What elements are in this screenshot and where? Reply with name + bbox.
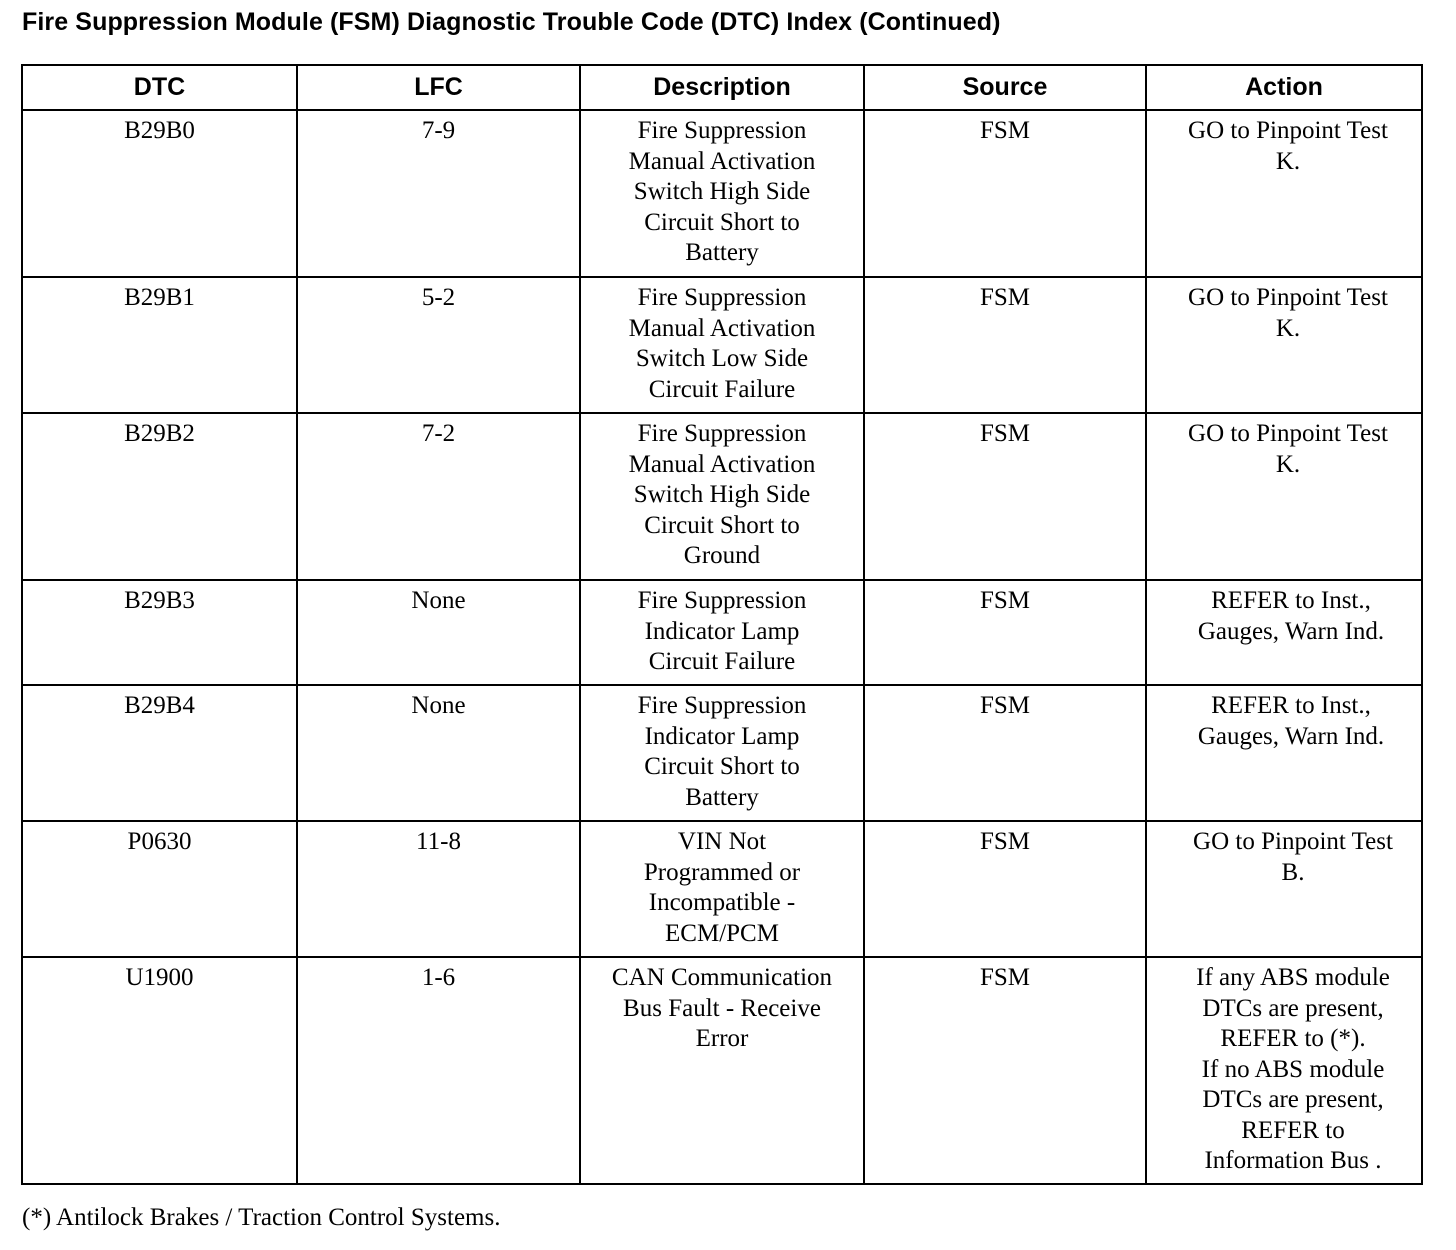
dtc-code: B29B0 xyxy=(124,117,195,144)
source-cell xyxy=(864,821,1146,957)
action-text: REFER to Inst., Gauges, Warn Ind. xyxy=(1197,692,1385,750)
dtc-cell xyxy=(22,580,297,685)
dtc-code: P0630 xyxy=(127,828,192,855)
lfc-cell xyxy=(297,110,580,277)
lfc-cell xyxy=(297,277,580,413)
dtc-cell xyxy=(22,110,297,277)
lfc-value: 1-6 xyxy=(421,964,456,991)
lfc-value: 5-2 xyxy=(421,284,456,311)
lfc-value: None xyxy=(411,692,466,719)
lfc-cell xyxy=(297,821,580,957)
action-text: If any ABS module DTCs are present, REFER to (*). If no ABS module DTCs are present, REFER to Information Bus . xyxy=(1196,964,1390,1174)
source-text: FSM xyxy=(979,420,1031,447)
action-text: GO to Pinpoint Test B. xyxy=(1193,828,1393,886)
description-text: Fire Suppression Manual Activation Switch Low Side Circuit Failure xyxy=(628,284,816,403)
table-row xyxy=(22,413,1422,580)
description-cell xyxy=(580,580,864,685)
source-text: FSM xyxy=(979,587,1031,614)
action-cell xyxy=(1146,821,1422,957)
dtc-cell xyxy=(22,957,297,1184)
action-text: GO to Pinpoint Test K. xyxy=(1188,420,1388,478)
description-cell xyxy=(580,413,864,580)
dtc-cell xyxy=(22,277,297,413)
header-description: Description xyxy=(580,65,864,110)
description-text: Fire Suppression Indicator Lamp Circuit Short to Battery xyxy=(637,692,807,811)
header-dtc: DTC xyxy=(22,65,297,110)
lfc-cell xyxy=(297,957,580,1184)
dtc-code: B29B2 xyxy=(124,420,195,447)
description-text: CAN Communication Bus Fault - Receive Error xyxy=(611,964,833,1052)
lfc-value: 11-8 xyxy=(416,828,461,855)
table-row xyxy=(22,821,1422,957)
source-text: FSM xyxy=(979,284,1031,311)
description-cell xyxy=(580,277,864,413)
action-text: GO to Pinpoint Test K. xyxy=(1188,284,1388,342)
dtc-cell xyxy=(22,685,297,821)
source-text: FSM xyxy=(979,964,1031,991)
action-cell xyxy=(1146,580,1422,685)
description-text: Fire Suppression Indicator Lamp Circuit Failure xyxy=(637,587,807,675)
description-text: VIN Not Programmed or Incompatible - ECM/PCM xyxy=(643,828,801,947)
header-source: Source xyxy=(864,65,1146,110)
source-cell xyxy=(864,580,1146,685)
action-cell xyxy=(1146,277,1422,413)
lfc-value: None xyxy=(411,587,466,614)
table-row xyxy=(22,685,1422,821)
header-row xyxy=(22,65,1422,110)
dtc-cell xyxy=(22,413,297,580)
page-title: Fire Suppression Module (FSM) Diagnostic Trouble Code (DTC) Index (Continued) xyxy=(22,8,1001,36)
description-cell xyxy=(580,685,864,821)
lfc-cell xyxy=(297,685,580,821)
description-text: Fire Suppression Manual Activation Switch High Side Circuit Short to Ground xyxy=(628,420,816,569)
footnote: (*) Antilock Brakes / Traction Control Systems. xyxy=(22,1204,501,1231)
action-text: REFER to Inst., Gauges, Warn Ind. xyxy=(1197,587,1385,645)
description-cell xyxy=(580,821,864,957)
description-cell xyxy=(580,957,864,1184)
lfc-cell xyxy=(297,413,580,580)
description-cell xyxy=(580,110,864,277)
source-text: FSM xyxy=(979,828,1031,855)
action-text: GO to Pinpoint Test K. xyxy=(1188,117,1388,175)
dtc-code: B29B3 xyxy=(124,587,195,614)
table-row xyxy=(22,110,1422,277)
action-cell xyxy=(1146,110,1422,277)
action-cell xyxy=(1146,685,1422,821)
source-cell xyxy=(864,685,1146,821)
action-cell xyxy=(1146,957,1422,1184)
lfc-value: 7-2 xyxy=(421,420,456,447)
table-row xyxy=(22,580,1422,685)
action-cell xyxy=(1146,413,1422,580)
lfc-value: 7-9 xyxy=(421,117,456,144)
dtc-cell xyxy=(22,821,297,957)
dtc-code: B29B4 xyxy=(124,692,195,719)
source-text: FSM xyxy=(979,692,1031,719)
lfc-cell xyxy=(297,580,580,685)
dtc-index-table xyxy=(21,64,1423,1185)
dtc-code: B29B1 xyxy=(124,284,195,311)
table-row xyxy=(22,957,1422,1184)
description-text: Fire Suppression Manual Activation Switch High Side Circuit Short to Battery xyxy=(628,117,816,266)
header-action: Action xyxy=(1146,65,1422,110)
source-text: FSM xyxy=(979,117,1031,144)
header-lfc: LFC xyxy=(297,65,580,110)
source-cell xyxy=(864,957,1146,1184)
dtc-code: U1900 xyxy=(125,964,194,991)
source-cell xyxy=(864,413,1146,580)
table-row xyxy=(22,277,1422,413)
source-cell xyxy=(864,277,1146,413)
source-cell xyxy=(864,110,1146,277)
